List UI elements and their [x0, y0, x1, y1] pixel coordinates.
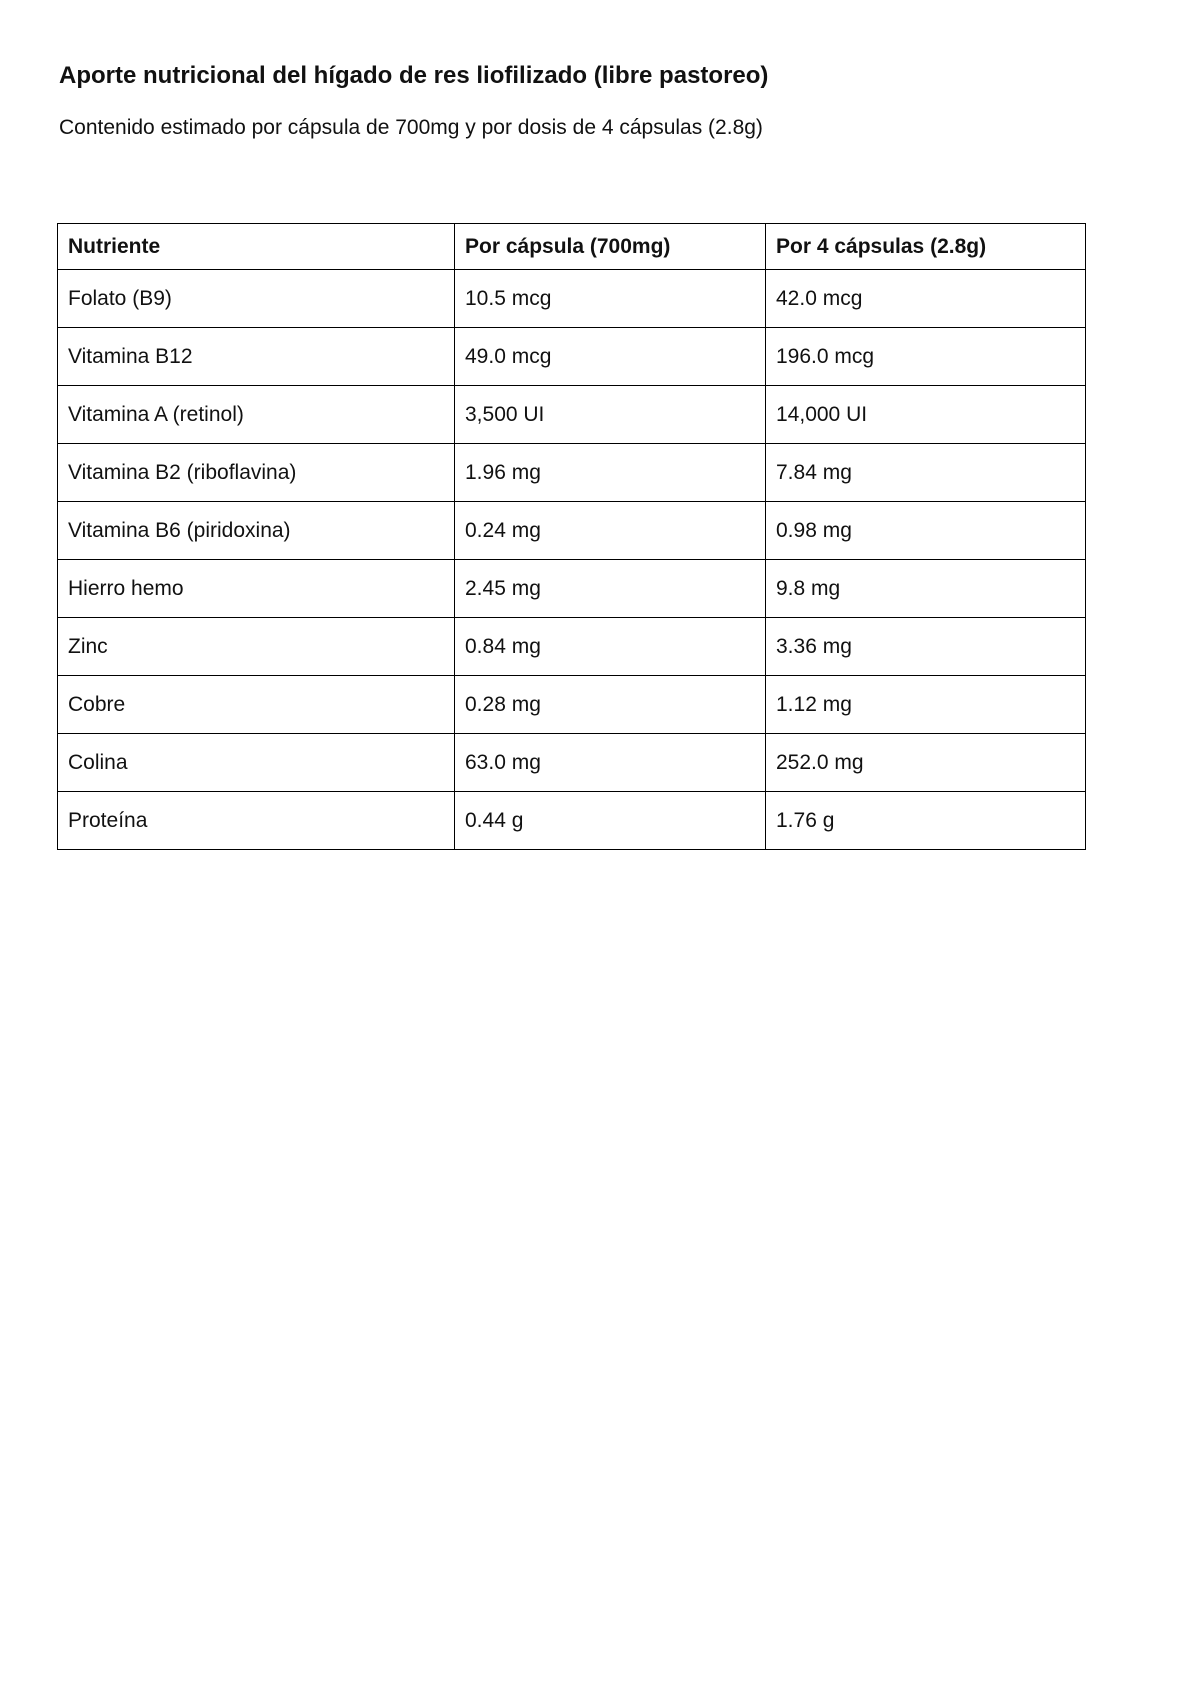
column-header-por-4-capsulas: Por 4 cápsulas (2.8g): [766, 224, 1086, 270]
nutrient-name-cell: Vitamina A (retinol): [58, 386, 455, 444]
page-subtitle: Contenido estimado por cápsula de 700mg y por dosis de 4 cápsulas (2.8g): [59, 116, 763, 139]
nutrient-name-cell: Cobre: [58, 676, 455, 734]
table-row: [58, 792, 1086, 850]
nutrient-name-cell: Vitamina B2 (riboflavina): [58, 444, 455, 502]
per-dose-value-cell: 0.98 mg: [766, 502, 1086, 560]
nutrient-name-cell: Proteína: [58, 792, 455, 850]
nutrient-name-cell: Hierro hemo: [58, 560, 455, 618]
per-capsule-value-cell: 3,500 UI: [455, 386, 766, 444]
per-dose-value-cell: 9.8 mg: [766, 560, 1086, 618]
table-body: [58, 270, 1086, 850]
table-row: [58, 560, 1086, 618]
table-row: [58, 502, 1086, 560]
per-capsule-value-cell: 0.44 g: [455, 792, 766, 850]
table-row: [58, 328, 1086, 386]
per-dose-value-cell: 3.36 mg: [766, 618, 1086, 676]
table-row: [58, 676, 1086, 734]
nutrient-name-cell: Folato (B9): [58, 270, 455, 328]
table-row: [58, 734, 1086, 792]
per-capsule-value-cell: 10.5 mcg: [455, 270, 766, 328]
table-row: [58, 444, 1086, 502]
per-dose-value-cell: 42.0 mcg: [766, 270, 1086, 328]
per-capsule-value-cell: 0.24 mg: [455, 502, 766, 560]
nutrient-name-cell: Vitamina B6 (piridoxina): [58, 502, 455, 560]
table-row: [58, 270, 1086, 328]
page-title: Aporte nutricional del hígado de res liofilizado (libre pastoreo): [59, 62, 769, 89]
per-capsule-value-cell: 1.96 mg: [455, 444, 766, 502]
per-dose-value-cell: 7.84 mg: [766, 444, 1086, 502]
per-capsule-value-cell: 2.45 mg: [455, 560, 766, 618]
table-header-row: [58, 224, 1086, 270]
per-capsule-value-cell: 63.0 mg: [455, 734, 766, 792]
table-row: [58, 618, 1086, 676]
table-row: [58, 386, 1086, 444]
column-header-por-capsula: Por cápsula (700mg): [455, 224, 766, 270]
per-dose-value-cell: 1.12 mg: [766, 676, 1086, 734]
nutrition-table: [57, 223, 1086, 850]
per-capsule-value-cell: 0.28 mg: [455, 676, 766, 734]
nutrient-name-cell: Vitamina B12: [58, 328, 455, 386]
per-dose-value-cell: 196.0 mcg: [766, 328, 1086, 386]
nutrient-name-cell: Zinc: [58, 618, 455, 676]
per-capsule-value-cell: 49.0 mcg: [455, 328, 766, 386]
nutrient-name-cell: Colina: [58, 734, 455, 792]
per-dose-value-cell: 252.0 mg: [766, 734, 1086, 792]
per-dose-value-cell: 1.76 g: [766, 792, 1086, 850]
per-capsule-value-cell: 0.84 mg: [455, 618, 766, 676]
column-header-nutriente: Nutriente: [58, 224, 455, 270]
per-dose-value-cell: 14,000 UI: [766, 386, 1086, 444]
